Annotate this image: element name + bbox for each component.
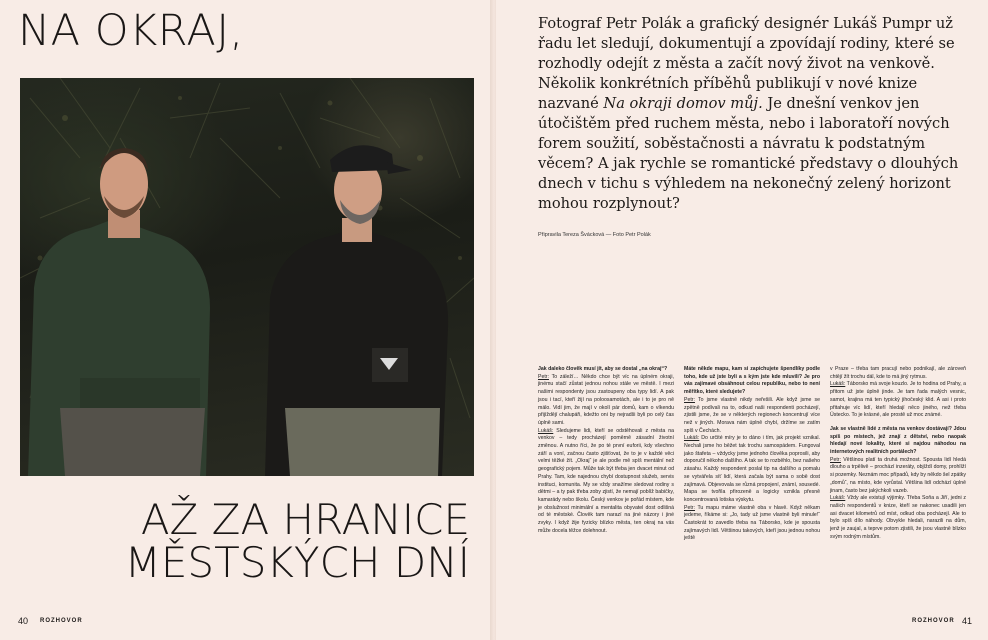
answer bbox=[830, 457, 966, 496]
speaker: Lukáš: bbox=[538, 427, 554, 434]
speaker: Lukáš: bbox=[830, 495, 846, 502]
speaker: Petr: bbox=[538, 373, 549, 380]
headline-bottom-line1: AŽ ZA HRANICE bbox=[140, 495, 470, 544]
text-column-1 bbox=[538, 366, 674, 535]
speaker: Lukáš: bbox=[684, 435, 700, 442]
paragraph: v Praze – třeba tam pracují nebo podnikají, ale zároveň chtějí žít trochu dál, kde to má jiný rytmus. bbox=[830, 366, 966, 380]
question: Jak se vlastně lidé z města na venkov dostávají? Jdou spíš po místech, jež znají z dětství, nebo naopak hledají nové lokality, které si najdou náhodou na internetových realitních portálech? bbox=[830, 425, 966, 456]
book-title: Na okraji domov můj. bbox=[603, 95, 763, 112]
answer bbox=[684, 435, 820, 504]
answer-text: To záleží… Někdo chce být víc na úplném okraji, jinému stačí zůstat jednou nohou stále ve městě. I mezi našimi respondenty jsou zastoupeny oba typy lidí. A pak jsou i tací, kteří žijí na poloosamotách, ale i to je pro ně málo. Vidí jim, že mají v okolí pár domů, kam o víkendu přijíždějí chalupáři, kdežto oni by nejradši byli po celý čas úplně sami. bbox=[538, 373, 674, 426]
answer bbox=[538, 428, 674, 536]
speaker: Petr: bbox=[684, 504, 695, 511]
text-column-3 bbox=[830, 366, 966, 541]
answer-text: Táborsko má svoje kouzlo. Je to hodina od Prahy, a přitom už jste úplně jinde. Je tam řada malých vesnic, samot, krajina má ten typický jihočeský klid. A asi i proto přitahuje víc lidí, kteří hledají něco jiného, než třeba Ústecko. To je krásné, ale prostě už moc známé. bbox=[830, 381, 966, 419]
answer-text: Většinou platí ta druhá možnost. Spousta lidí hledá dlouho a trpělivě – prochází inzeráty, objíždí domy, prohlíží si pozemky. Neznám moc případů, kdy by někdo šel zpátky „domů“, na místo, kde vyrůstal. Většina lidí odchází úplně jinam, často bez jakýchkoli vazeb. bbox=[830, 456, 966, 494]
answer-text: Tu mapu máme vlastně oba v hlavě. Když někam jedeme, říkáme si: „Jo, tady už jsme vlastně byli minule!“ Častokrát to zavedlo třeba na Táborsko, kde je spousta zajímavých lidí. Většinou takových, kteří jsou jednou nohou ještě bbox=[684, 504, 820, 542]
answer bbox=[684, 397, 820, 436]
portrait-photo bbox=[20, 78, 474, 476]
speaker: Petr: bbox=[684, 396, 695, 403]
headline-bottom-line2: MĚSTSKÝCH DNÍ bbox=[124, 538, 470, 588]
speaker: Lukáš: bbox=[830, 381, 846, 388]
answer-text: Do určité míry je to dáno i tím, jak projekt vznikal. Nechali jsme ho běžet tak trochu samospádem. Fungoval jako štafeta – vždycky jsme jednoho člověka poprosili, aby doporučil někoho dalšího. A tak se to rozběhlo, bez našeho zásahu. Každý respondent poslal tip na dalšího a pomalu se vytvářela síť lidí, která začala být sama o sobě dost zajímavá. Objevovala se různá propojení, známí, sousedé. Mapa se tvořila přirozeně a logicky vznikla přesně koncentrovaná lotiska výskytu. bbox=[684, 435, 820, 503]
answer-text: To jsme vlastně nikdy neřešili. Ale když jsme se zpětně podívali na to, odkud naši respondenti pocházejí, zjistili jsme, že se v některých regionech koncentrují více než v jiných. Morava nám úplně chybí, držíme se zatím spíš v Čechách. bbox=[684, 396, 820, 434]
section-label-left: ROZHOVOR bbox=[40, 618, 83, 624]
answer-text: Vždy ale existují výjimky. Třeba Soňa a Jiří, jedni z našich respondentů v knize, kteří se nakonec usadili jen asi dvacet kilometrů od míst, odkud oba pocházejí. Ale to bylo spíš dílo náhody. Obvykle hledali, narazili na dům, jenž je zaujal, a teprve potom zjistili, že jsou vlastně blízko svým rodným místům. bbox=[830, 495, 966, 540]
section-label-right: ROZHOVOR bbox=[912, 618, 955, 624]
answer bbox=[830, 495, 966, 541]
question: Jak daleko člověk musí jít, aby se dostal „na okraj“? bbox=[538, 366, 668, 372]
left-page bbox=[0, 0, 492, 640]
headline-bottom bbox=[124, 495, 470, 588]
page-number-left: 40 bbox=[18, 616, 29, 626]
photo-illustration bbox=[20, 78, 474, 476]
answer bbox=[684, 505, 820, 544]
headline-top: NA OKRAJ, bbox=[18, 6, 244, 56]
question: Máte někde mapu, kam si zapichujete špendlíky podle toho, kde už jste byli a s kým jste kde mluvili? Je pro vás zajímavé obsáhnout celou republiku, nebo to není měřítko, které sledujete? bbox=[684, 366, 820, 396]
credit-line: Připravila Tereza Švácková — Foto Petr Polák bbox=[538, 232, 651, 238]
speaker: Petr: bbox=[830, 456, 841, 463]
answer-text: Sledujeme lidi, kteří se odstěhovali z města na venkov – tedy procházejí poměrně zásadní životní změnou. A nutno říci, že po té první euforii, kdy všechno září a voní, začnou často zjišťovat, že to je v každé věci velmi těžké žít. „Okraj“ je ale podle mě spíš mentální než geografický pojem. Může tak být třeba jen dvacet minut od Prahy. Tam, kde najednou chybí dostupnost služeb, servis instituci, komunita. My se vždy snažíme sledovat rodiny s dětmi – a ty pak třeba zoby zjistí, že nemají poblíž babičky, kamarády nebo školu. Český venkov je pořád místem, kde je obslužnost minimální a mentalita obyvatel dost odlišná od té městské. Člověk tam narazí na jiné názory i jiné zvyky. I když žije fyzicky blízko města, ten okraj na vás může docela těžce dolehnout. bbox=[538, 427, 674, 534]
answer bbox=[830, 381, 966, 420]
lead-text-2: Je dnešní venkov jen útočištěm před ruchem města, nebo i laboratoří nových forem soužití, soběstačnosti a návratu k podstatným věcem? A jak rychle se romantické představy o dlouhých dnech v tichu s výhledem na nekonečný zelený horizont mohou rozplynout? bbox=[538, 95, 959, 212]
lead-paragraph bbox=[538, 14, 968, 214]
lead-text-1: Fotograf Petr Polák a grafický designér Lukáš Pumpr už řadu let sledují, dokumentují a zpovídají rodiny, které se rozhodly odejít z města a začít nový život na venkově. Několik konkrétních příběhů publikují v nové knize nazvané bbox=[538, 15, 955, 112]
left-person bbox=[28, 148, 210, 476]
answer bbox=[538, 374, 674, 428]
page-number-right: 41 bbox=[962, 616, 973, 626]
right-person bbox=[265, 145, 448, 476]
text-column-2 bbox=[684, 366, 820, 543]
